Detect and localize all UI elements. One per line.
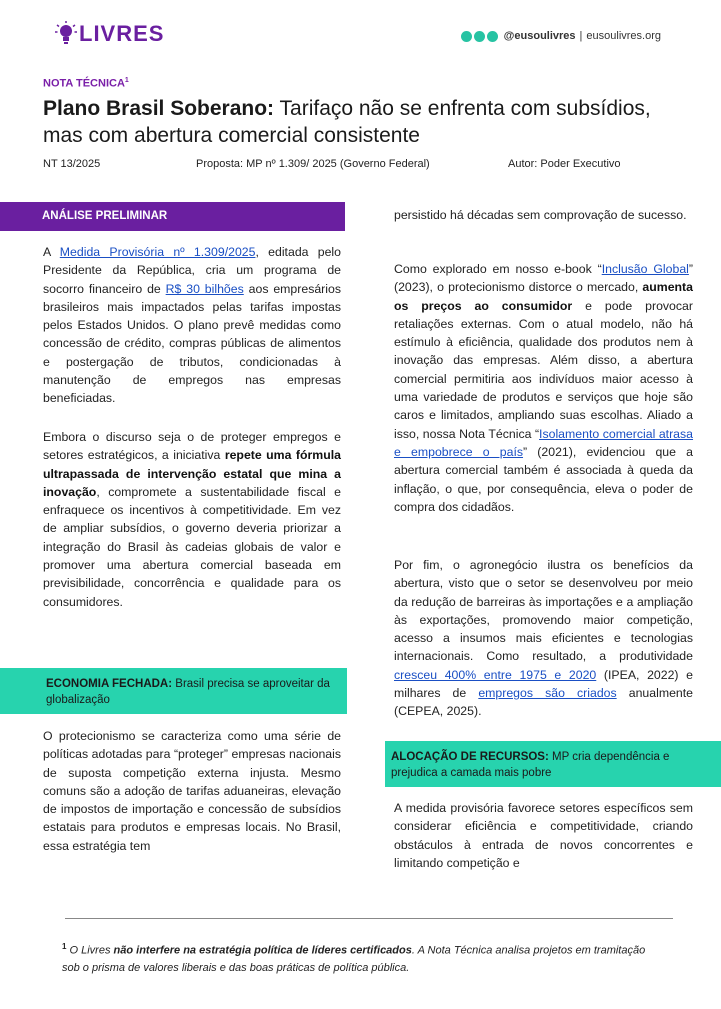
link-produtividade[interactable]: cresceu 400% entre 1975 e 2020 <box>394 667 597 682</box>
author-info: Autor: Poder Executivo <box>508 158 621 170</box>
facebook-icon[interactable] <box>474 31 485 42</box>
section-header-alocacao: ALOCAÇÃO DE RECURSOS: MP cria dependência e prejudica a camada mais pobre <box>385 741 721 787</box>
paragraph-protecionismo: O protecionismo se caracteriza como uma série de políticas adotadas para “proteger” empresas nacionais de suposta competição externa injusta. Mesmo comuns são a adoção de tarifas aduaneiras, elevação de impostos de importação e concessão de subsídios estatais para produtos e empresas locais. No Brasil, essa estratégia tem <box>43 729 341 853</box>
website-link[interactable]: eusoulivres.org <box>586 30 661 42</box>
document-type-label: NOTA TÉCNICA$^1$ <box>43 77 129 90</box>
section-header-economia: ECONOMIA FECHADA: Brasil precisa se aproveitar da globalização <box>0 668 347 714</box>
paragraph-medida-favorece: A medida provisória favorece setores específicos sem considerar eficiência e competitividade, criando obstáculos à entrada de novos concorrentes e limitando competição e <box>394 801 693 870</box>
link-empregos[interactable]: empregos são criados <box>478 686 617 701</box>
livres-logo <box>55 20 164 48</box>
nt-number: NT 13/2025 <box>43 158 101 170</box>
proposal-info: Proposta: MP nº 1.309/ 2025 (Governo Federal) <box>196 158 430 170</box>
link-inclusao-global[interactable]: Inclusão Global <box>601 262 689 276</box>
logo-text: LIVRES <box>79 21 165 46</box>
footnote-divider <box>65 918 673 919</box>
link-isolamento-comercial[interactable]: Isolamento comercial atrasa e empobrece o país <box>394 426 694 459</box>
lightbulb-icon <box>55 20 77 48</box>
link-medida-provisoria[interactable]: Medida Provisória nº 1.309/2025 <box>59 245 256 259</box>
paragraph-inclusao-global: Como explorado em nosso e-book “Inclusão Global” (2023), o protecionismo distorce o mercado, aumenta os preços ao consumidor e pode provocar retaliações externas. Com o atual modelo, não há estímulo à eficiência, qualidade dos produtos nem à inovação das empresas. Além disso, a abertura comercial permitiria aos indivíduos maior acesso à uma variedade de produtos e serviços que hoje são caros e limitados, ampliando suas escolhas. Aliado a isso, nossa Nota Técnica “Isolamento comercial atrasa e empobrece o país” (2021), evidenciou que a abertura comercial também é associada à queda da inflação, o que, por consequência, eleva o poder de compra dos cidadãos. <box>394 262 694 514</box>
document-title: Plano Brasil Soberano: Tarifaço não se enfrenta com subsídios, mas com abertura comercial consistente <box>43 97 651 147</box>
section-header-preliminar: ANÁLISE PRELIMINAR <box>0 202 345 231</box>
social-links <box>461 30 661 42</box>
footnote-ref[interactable]: 1 <box>124 77 129 84</box>
twitter-icon[interactable] <box>487 31 498 42</box>
footnote: $^1$ O Livres não interfere na estratégia política de líderes certificados. A Nota Técnica analisa projetos em tramitação sob o prisma de valores liberais e das boas práticas de política pública. <box>62 942 646 974</box>
paragraph-medida-provisoria: A Medida Provisória nº 1.309/2025, editada pelo Presidente da República, cria um programa de socorro financeiro de R$ 30 bilhões aos empresários brasileiros mais impactados pelas tarifas impostas pelos Estados Unidos. O plano prevê medidas como concessão de crédito, compras públicas de alimentos e postergação de tributos, condicionadas à manutenção de empregos nas empresas beneficiadas. <box>43 245 342 406</box>
paragraph-persistido: persistido há décadas sem comprovação de sucesso. <box>394 208 687 222</box>
paragraph-discurso: Embora o discurso seja o de proteger empregos e setores estratégicos, a iniciativa repete uma fórmula ultrapassada de intervenção estatal que mina a inovação, compromete a sustentabilidade fiscal e enfraquece os incentivos à competitividade. Em vez de ampliar subsídios, o governo deveria priorizar a integração do Brasil às cadeias globais de valor e promover uma abertura comercial baseada em previsibilidade, concorrência e qualidade para os consumidores. <box>43 430 341 609</box>
paragraph-agronegocio: Por fim, o agronegócio ilustra os benefícios da abertura, visto que o setor se desenvolveu por meio da redução de barreiras às importações e a ampliação às exportações, promovendo maior competição, acesso a insumos mais eficientes e tecnologias internacionais. Como resultado, a produtividade cresceu 400% entre 1975 e 2020 (IPEA, 2022) e milhares de empregos são criados anualmente (CEPEA, 2025). <box>394 558 694 719</box>
link-30-bilhoes[interactable]: R$ 30 bilhões <box>165 281 244 296</box>
instagram-icon[interactable] <box>461 31 472 42</box>
social-handle[interactable]: @eusoulivres <box>503 30 576 42</box>
header-separator: | <box>579 30 583 42</box>
